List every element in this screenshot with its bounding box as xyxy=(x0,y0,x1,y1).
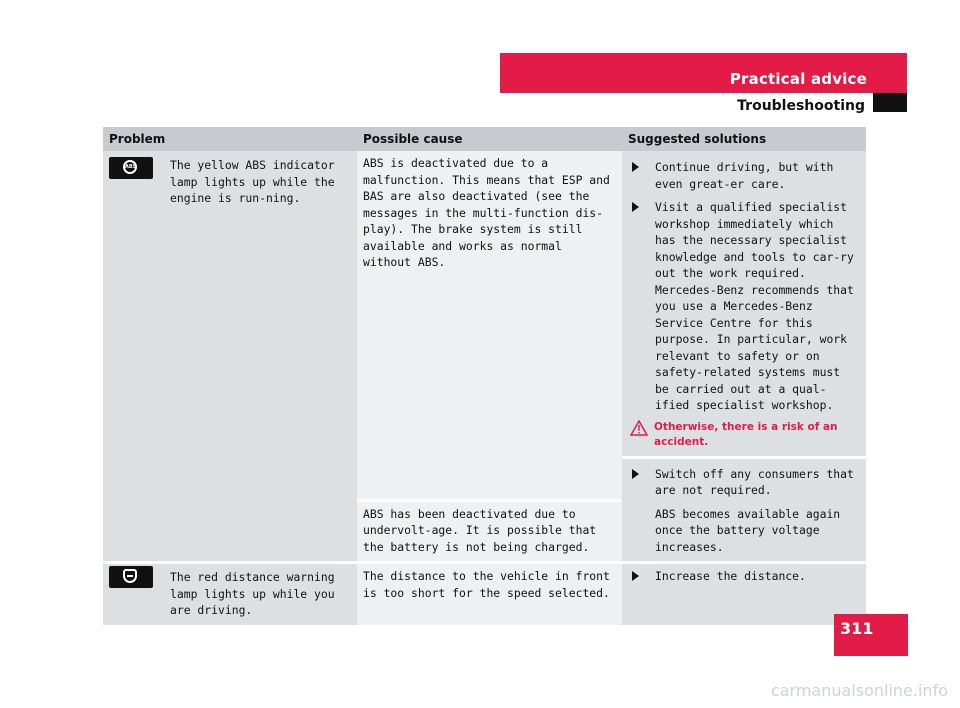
page-number: 311 xyxy=(840,619,874,638)
abs-warning-icon: ABS xyxy=(109,157,153,179)
problem-text: The yellow ABS indicator lamp lights up while the engine is run-ning. xyxy=(170,158,335,205)
section-title: Practical advice xyxy=(729,70,867,88)
list-item: Visit a qualified specialist workshop immediately which has the necessary specialist knowledge and tools to car-ry out the work required. xyxy=(628,199,860,282)
problem-text: The red distance warning lamp lights up while you are driving. xyxy=(170,570,335,617)
column-header: Suggested solutions xyxy=(628,132,767,146)
list-item: Increase the distance. xyxy=(628,568,860,585)
problem-cell xyxy=(103,564,357,625)
cause-cell xyxy=(357,151,622,499)
warning-text: Otherwise, there is a risk of an accident. xyxy=(654,420,838,448)
warning-notice xyxy=(628,420,860,450)
solutions-cell xyxy=(622,564,866,625)
problem-cell xyxy=(103,151,357,561)
table-header xyxy=(103,127,866,151)
arrow-bullet-icon xyxy=(632,571,639,581)
header-tab-marker xyxy=(873,93,907,112)
troubleshooting-table xyxy=(103,127,866,625)
arrow-bullet-icon xyxy=(632,469,639,479)
cause-cell xyxy=(357,499,622,562)
column-header: Problem xyxy=(109,132,166,146)
solution-note: Mercedes-Benz recommends that you use a Mercedes-Benz Service Centre for this purpose. In particular, work relevant to safety or on safety-related systems must be carried out at a qual-ified specialist workshop. xyxy=(655,282,854,412)
cause-cell xyxy=(357,564,622,625)
watermark: carmanualsonline.info xyxy=(770,681,948,700)
list-item: Continue driving, but with even great-er care. xyxy=(628,159,860,192)
arrow-bullet-icon xyxy=(632,202,639,212)
solutions-cell xyxy=(622,456,866,562)
subsection-title: Troubleshooting xyxy=(737,98,865,114)
list-item: Switch off any consumers that are not required. xyxy=(628,466,860,499)
cause-text: ABS has been deactivated due to undervolt-age. It is possible that the battery is not being charged. xyxy=(363,506,597,554)
header-bar xyxy=(500,53,907,93)
distance-warning-icon xyxy=(109,566,153,588)
cause-text: ABS is deactivated due to a malfunction. This means that ESP and BAS are also deactivated (see the messages in the multi-function dis-play). The brake system is still available and works as normal without ABS. xyxy=(363,156,610,269)
warning-triangle-icon xyxy=(628,420,654,450)
page-number-box xyxy=(834,614,908,656)
table-row xyxy=(103,151,866,561)
solution-note: ABS becomes available again once the battery voltage increases. xyxy=(655,506,841,554)
cause-text: The distance to the vehicle in front is too short for the speed selected. xyxy=(363,569,610,600)
table-row xyxy=(103,564,866,625)
column-header: Possible cause xyxy=(363,132,463,146)
arrow-bullet-icon xyxy=(632,162,639,172)
solutions-cell xyxy=(622,151,866,456)
